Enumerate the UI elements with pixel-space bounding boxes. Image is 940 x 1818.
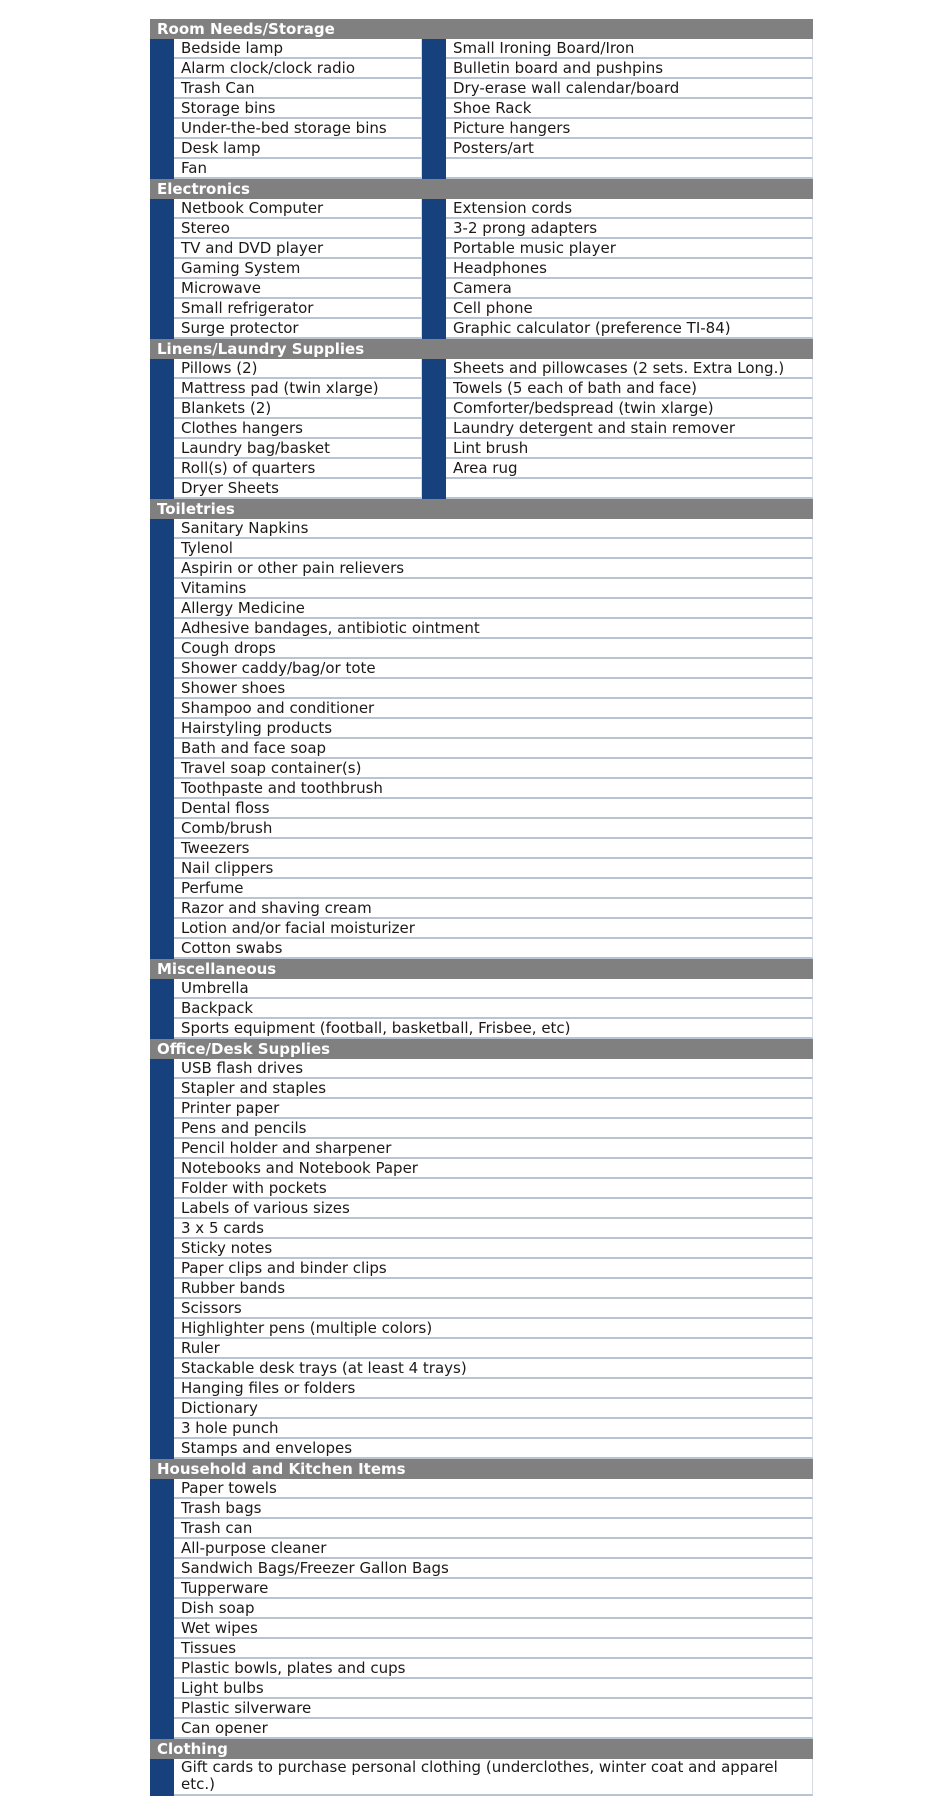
item-label: Cell phone xyxy=(446,299,813,319)
item-label: Shampoo and conditioner xyxy=(174,699,813,719)
item-label: Alarm clock/clock radio xyxy=(174,59,422,79)
item-label: 3-2 prong adapters xyxy=(446,219,813,239)
checkbox[interactable] xyxy=(422,79,446,99)
checklist-row xyxy=(150,439,813,459)
section-header: Household and Kitchen Items xyxy=(150,1459,813,1479)
checkbox[interactable] xyxy=(422,159,446,179)
item-label: Mattress pad (twin xlarge) xyxy=(174,379,422,399)
checkbox[interactable] xyxy=(422,139,446,159)
item-label: Light bulbs xyxy=(174,1679,813,1699)
checklist-row xyxy=(150,1239,813,1259)
item-label: USB flash drives xyxy=(174,1059,813,1079)
checkbox[interactable] xyxy=(150,1639,174,1659)
checklist-row xyxy=(150,1499,813,1519)
checklist-row xyxy=(150,1439,813,1459)
item-label: Tupperware xyxy=(174,1579,813,1599)
checkbox[interactable] xyxy=(150,99,174,119)
checklist-row xyxy=(150,519,813,539)
checklist-row xyxy=(150,79,813,99)
item-label: Desk lamp xyxy=(174,139,422,159)
checklist-row xyxy=(150,1619,813,1639)
item-label: Lint brush xyxy=(446,439,813,459)
item-label: Under-the-bed storage bins xyxy=(174,119,422,139)
checklist-row xyxy=(150,1339,813,1359)
checkbox[interactable] xyxy=(150,359,174,379)
item-label: Allergy Medicine xyxy=(174,599,813,619)
checkbox[interactable] xyxy=(422,419,446,439)
checklist-row xyxy=(150,259,813,279)
checkbox[interactable] xyxy=(422,439,446,459)
checkbox[interactable] xyxy=(150,939,174,959)
checkbox[interactable] xyxy=(150,1759,174,1796)
item-label: Dictionary xyxy=(174,1399,813,1419)
checkbox[interactable] xyxy=(150,1699,174,1719)
item-label: Travel soap container(s) xyxy=(174,759,813,779)
checkbox[interactable] xyxy=(150,699,174,719)
checkbox[interactable] xyxy=(150,1239,174,1259)
item-label: TV and DVD player xyxy=(174,239,422,259)
checkbox[interactable] xyxy=(150,1599,174,1619)
section-header: Toiletries xyxy=(150,499,813,519)
checklist-row xyxy=(150,779,813,799)
checklist-row xyxy=(150,1539,813,1559)
checkbox[interactable] xyxy=(150,859,174,879)
item-label: Pencil holder and sharpener xyxy=(174,1139,813,1159)
item-label: Towels (5 each of bath and face) xyxy=(446,379,813,399)
checklist-row xyxy=(150,1079,813,1099)
checklist-row xyxy=(150,1059,813,1079)
checkbox[interactable] xyxy=(150,479,174,499)
item-label: Trash can xyxy=(174,1519,813,1539)
item-label: Portable music player xyxy=(446,239,813,259)
checklist-row xyxy=(150,1179,813,1199)
item-label: Dish soap xyxy=(174,1599,813,1619)
checkbox[interactable] xyxy=(150,519,174,539)
item-label: Nail clippers xyxy=(174,859,813,879)
checkbox[interactable] xyxy=(150,799,174,819)
item-label: Perfume xyxy=(174,879,813,899)
checklist-row xyxy=(150,819,813,839)
checkbox[interactable] xyxy=(150,199,174,219)
checkbox[interactable] xyxy=(150,1719,174,1739)
checkbox[interactable] xyxy=(150,679,174,699)
checklist-row xyxy=(150,839,813,859)
item-label: Sandwich Bags/Freezer Gallon Bags xyxy=(174,1559,813,1579)
checkbox[interactable] xyxy=(150,1479,174,1499)
checklist-row xyxy=(150,1639,813,1659)
item-label: Gift cards to purchase personal clothing (underclothes, winter coat and apparel etc.) xyxy=(174,1759,813,1796)
checkbox[interactable] xyxy=(422,379,446,399)
checkbox[interactable] xyxy=(422,99,446,119)
checklist-row xyxy=(150,1719,813,1739)
checklist-row xyxy=(150,619,813,639)
checklist-row xyxy=(150,719,813,739)
item-label: Folder with pockets xyxy=(174,1179,813,1199)
checkbox[interactable] xyxy=(150,999,174,1019)
checkbox[interactable] xyxy=(150,1259,174,1279)
section-header: Electronics xyxy=(150,179,813,199)
item-label: Camera xyxy=(446,279,813,299)
item-label: Picture hangers xyxy=(446,119,813,139)
checklist-row xyxy=(150,219,813,239)
checkbox[interactable] xyxy=(150,119,174,139)
item-label: Posters/art xyxy=(446,139,813,159)
item-label: Sticky notes xyxy=(174,1239,813,1259)
checkbox[interactable] xyxy=(150,639,174,659)
item-label: Umbrella xyxy=(174,979,813,999)
checklist-row xyxy=(150,1099,813,1119)
checklist-row xyxy=(150,1579,813,1599)
item-label: Laundry bag/basket xyxy=(174,439,422,459)
checkbox[interactable] xyxy=(422,359,446,379)
checkbox[interactable] xyxy=(150,39,174,59)
checklist-row xyxy=(150,1599,813,1619)
item-label: Shower caddy/bag/or tote xyxy=(174,659,813,679)
item-label: Laundry detergent and stain remover xyxy=(446,419,813,439)
checklist-row xyxy=(150,359,813,379)
checkbox[interactable] xyxy=(150,1579,174,1599)
item-label: Pens and pencils xyxy=(174,1119,813,1139)
checklist-row xyxy=(150,239,813,259)
item-label: Paper towels xyxy=(174,1479,813,1499)
checklist-row xyxy=(150,939,813,959)
checklist-row xyxy=(150,659,813,679)
checkbox[interactable] xyxy=(422,319,446,339)
item-label: Hairstyling products xyxy=(174,719,813,739)
checkbox[interactable] xyxy=(150,419,174,439)
checklist-row xyxy=(150,1259,813,1279)
checkbox[interactable] xyxy=(150,919,174,939)
checklist-row xyxy=(150,1699,813,1719)
checklist-row xyxy=(150,1519,813,1539)
checkbox[interactable] xyxy=(150,759,174,779)
checkbox[interactable] xyxy=(150,159,174,179)
checklist-row xyxy=(150,1119,813,1139)
checklist-row xyxy=(150,699,813,719)
checklist-row xyxy=(150,99,813,119)
item-label: Plastic bowls, plates and cups xyxy=(174,1659,813,1679)
item-label: Can opener xyxy=(174,1719,813,1739)
item-label: Dry-erase wall calendar/board xyxy=(446,79,813,99)
item-label: Dental floss xyxy=(174,799,813,819)
checklist-row xyxy=(150,1679,813,1699)
item-label: Storage bins xyxy=(174,99,422,119)
checkbox[interactable] xyxy=(150,259,174,279)
checklist-row xyxy=(150,419,813,439)
section-header: Linens/Laundry Supplies xyxy=(150,339,813,359)
item-label: 3 hole punch xyxy=(174,1419,813,1439)
checkbox[interactable] xyxy=(150,559,174,579)
item-label: Adhesive bandages, antibiotic ointment xyxy=(174,619,813,639)
checklist-row xyxy=(150,379,813,399)
item-label: Stackable desk trays (at least 4 trays) xyxy=(174,1359,813,1379)
item-label: Surge protector xyxy=(174,319,422,339)
checkbox[interactable] xyxy=(150,239,174,259)
item-label: Aspirin or other pain relievers xyxy=(174,559,813,579)
checklist-row xyxy=(150,1159,813,1179)
checklist-row xyxy=(150,679,813,699)
checkbox[interactable] xyxy=(150,819,174,839)
section-header: Clothing xyxy=(150,1739,813,1759)
item-label: Gaming System xyxy=(174,259,422,279)
checkbox[interactable] xyxy=(150,1559,174,1579)
item-label: Headphones xyxy=(446,259,813,279)
checklist-row xyxy=(150,39,813,59)
checkbox[interactable] xyxy=(422,39,446,59)
checklist-row xyxy=(150,859,813,879)
item-label: Bedside lamp xyxy=(174,39,422,59)
checkbox[interactable] xyxy=(150,1339,174,1359)
item-label: Rubber bands xyxy=(174,1279,813,1299)
item-label: Small refrigerator xyxy=(174,299,422,319)
checkbox[interactable] xyxy=(150,1319,174,1339)
checkbox[interactable] xyxy=(150,659,174,679)
item-label: Notebooks and Notebook Paper xyxy=(174,1159,813,1179)
checklist-row xyxy=(150,1659,813,1679)
item-label: Sanitary Napkins xyxy=(174,519,813,539)
item-label: Lotion and/or facial moisturizer xyxy=(174,919,813,939)
checkbox[interactable] xyxy=(150,1159,174,1179)
checklist-row xyxy=(150,1559,813,1579)
checklist-row xyxy=(150,459,813,479)
item-label: Bulletin board and pushpins xyxy=(446,59,813,79)
checkbox[interactable] xyxy=(150,1679,174,1699)
checklist-row xyxy=(150,919,813,939)
item-label: Area rug xyxy=(446,459,813,479)
checkbox[interactable] xyxy=(150,539,174,559)
item-label: Paper clips and binder clips xyxy=(174,1259,813,1279)
item-label: Toothpaste and toothbrush xyxy=(174,779,813,799)
checklist-row xyxy=(150,1139,813,1159)
checklist-row xyxy=(150,559,813,579)
checkbox[interactable] xyxy=(150,1079,174,1099)
item-label: Stereo xyxy=(174,219,422,239)
checkbox[interactable] xyxy=(150,439,174,459)
checkbox[interactable] xyxy=(422,119,446,139)
checkbox[interactable] xyxy=(422,279,446,299)
checklist-row xyxy=(150,1399,813,1419)
checklist-row xyxy=(150,299,813,319)
item-label: Tylenol xyxy=(174,539,813,559)
checkbox[interactable] xyxy=(150,79,174,99)
checkbox[interactable] xyxy=(150,319,174,339)
checkbox[interactable] xyxy=(150,1019,174,1039)
item-label xyxy=(446,159,813,179)
item-label: Sheets and pillowcases (2 sets. Extra Long.) xyxy=(446,359,813,379)
checkbox[interactable] xyxy=(150,779,174,799)
checklist-row xyxy=(150,879,813,899)
checklist-row xyxy=(150,639,813,659)
checkbox[interactable] xyxy=(150,299,174,319)
checkbox[interactable] xyxy=(422,399,446,419)
checkbox[interactable] xyxy=(422,459,446,479)
item-label: Printer paper xyxy=(174,1099,813,1119)
checkbox[interactable] xyxy=(150,1519,174,1539)
checklist-row xyxy=(150,119,813,139)
checklist-row xyxy=(150,1219,813,1239)
item-label: Razor and shaving cream xyxy=(174,899,813,919)
item-label: Tweezers xyxy=(174,839,813,859)
checkbox[interactable] xyxy=(150,1119,174,1139)
checklist-row xyxy=(150,979,813,999)
section-header: Miscellaneous xyxy=(150,959,813,979)
checkbox[interactable] xyxy=(150,379,174,399)
checkbox[interactable] xyxy=(150,1419,174,1439)
checkbox[interactable] xyxy=(422,239,446,259)
section-header: Room Needs/Storage xyxy=(150,19,813,39)
checklist-row xyxy=(150,1419,813,1439)
item-label: Trash Can xyxy=(174,79,422,99)
checklist-row xyxy=(150,319,813,339)
checklist-row xyxy=(150,1759,813,1796)
checkbox[interactable] xyxy=(150,739,174,759)
item-label: Cotton swabs xyxy=(174,939,813,959)
checkbox[interactable] xyxy=(150,979,174,999)
checkbox[interactable] xyxy=(150,1099,174,1119)
checklist-row xyxy=(150,1019,813,1039)
item-label: Small Ironing Board/Iron xyxy=(446,39,813,59)
checkbox[interactable] xyxy=(150,579,174,599)
item-label: Sports equipment (football, basketball, Frisbee, etc) xyxy=(174,1019,813,1039)
item-label: Labels of various sizes xyxy=(174,1199,813,1219)
item-label: Ruler xyxy=(174,1339,813,1359)
checklist-row xyxy=(150,159,813,179)
item-label: Plastic silverware xyxy=(174,1699,813,1719)
checklist-row xyxy=(150,479,813,499)
checkbox[interactable] xyxy=(150,139,174,159)
checkbox[interactable] xyxy=(150,1539,174,1559)
item-label: Shoe Rack xyxy=(446,99,813,119)
item-label: Cough drops xyxy=(174,639,813,659)
checkbox[interactable] xyxy=(150,1619,174,1639)
item-label: Dryer Sheets xyxy=(174,479,422,499)
checklist-row xyxy=(150,599,813,619)
item-label: Fan xyxy=(174,159,422,179)
checklist-row xyxy=(150,999,813,1019)
item-label: 3 x 5 cards xyxy=(174,1219,813,1239)
checkbox[interactable] xyxy=(422,199,446,219)
checkbox[interactable] xyxy=(150,879,174,899)
item-label: Netbook Computer xyxy=(174,199,422,219)
item-label: Clothes hangers xyxy=(174,419,422,439)
checkbox[interactable] xyxy=(150,719,174,739)
checklist-sheet xyxy=(150,19,813,1796)
checklist-row xyxy=(150,539,813,559)
checkbox[interactable] xyxy=(150,1219,174,1239)
checklist-row xyxy=(150,579,813,599)
checkbox[interactable] xyxy=(150,619,174,639)
checklist-row xyxy=(150,1359,813,1379)
item-label: Comforter/bedspread (twin xlarge) xyxy=(446,399,813,419)
checkbox[interactable] xyxy=(150,899,174,919)
checklist-row xyxy=(150,759,813,779)
checkbox[interactable] xyxy=(150,1299,174,1319)
checkbox[interactable] xyxy=(150,219,174,239)
checkbox[interactable] xyxy=(150,1659,174,1679)
item-label: Trash bags xyxy=(174,1499,813,1519)
checkbox[interactable] xyxy=(422,259,446,279)
item-label xyxy=(446,479,813,499)
item-label: Extension cords xyxy=(446,199,813,219)
checklist-row xyxy=(150,1299,813,1319)
item-label: Bath and face soap xyxy=(174,739,813,759)
checkbox[interactable] xyxy=(150,1279,174,1299)
checklist-row xyxy=(150,799,813,819)
checklist-row xyxy=(150,1279,813,1299)
item-label: Blankets (2) xyxy=(174,399,422,419)
checkbox[interactable] xyxy=(150,839,174,859)
checkbox[interactable] xyxy=(150,1179,174,1199)
item-label: Stamps and envelopes xyxy=(174,1439,813,1459)
checklist-row xyxy=(150,399,813,419)
checkbox[interactable] xyxy=(422,299,446,319)
checkbox[interactable] xyxy=(150,1499,174,1519)
checkbox[interactable] xyxy=(150,599,174,619)
item-label: Wet wipes xyxy=(174,1619,813,1639)
checklist-row xyxy=(150,1199,813,1219)
checkbox[interactable] xyxy=(150,59,174,79)
checkbox[interactable] xyxy=(150,1059,174,1079)
checkbox[interactable] xyxy=(422,59,446,79)
item-label: Pillows (2) xyxy=(174,359,422,379)
checklist-row xyxy=(150,1319,813,1339)
checklist-row xyxy=(150,1479,813,1499)
checkbox[interactable] xyxy=(150,459,174,479)
item-label: Microwave xyxy=(174,279,422,299)
checklist-row xyxy=(150,899,813,919)
checkbox[interactable] xyxy=(150,1359,174,1379)
checklist-row xyxy=(150,139,813,159)
section-header: Office/Desk Supplies xyxy=(150,1039,813,1059)
checkbox[interactable] xyxy=(150,1139,174,1159)
item-label: Roll(s) of quarters xyxy=(174,459,422,479)
item-label: Hanging files or folders xyxy=(174,1379,813,1399)
checkbox[interactable] xyxy=(150,1379,174,1399)
checkbox[interactable] xyxy=(150,1199,174,1219)
checkbox[interactable] xyxy=(150,1399,174,1419)
checkbox[interactable] xyxy=(150,279,174,299)
checklist-row xyxy=(150,279,813,299)
checklist-row xyxy=(150,1379,813,1399)
item-label: Tissues xyxy=(174,1639,813,1659)
checklist-row xyxy=(150,199,813,219)
checkbox[interactable] xyxy=(150,1439,174,1459)
item-label: Graphic calculator (preference TI-84) xyxy=(446,319,813,339)
item-label: Shower shoes xyxy=(174,679,813,699)
item-label: Backpack xyxy=(174,999,813,1019)
checkbox[interactable] xyxy=(150,399,174,419)
item-label: Comb/brush xyxy=(174,819,813,839)
item-label: Scissors xyxy=(174,1299,813,1319)
item-label: Stapler and staples xyxy=(174,1079,813,1099)
checkbox[interactable] xyxy=(422,219,446,239)
checkbox[interactable] xyxy=(422,479,446,499)
checklist-row xyxy=(150,739,813,759)
checklist-row xyxy=(150,59,813,79)
item-label: Highlighter pens (multiple colors) xyxy=(174,1319,813,1339)
item-label: Vitamins xyxy=(174,579,813,599)
item-label: All-purpose cleaner xyxy=(174,1539,813,1559)
